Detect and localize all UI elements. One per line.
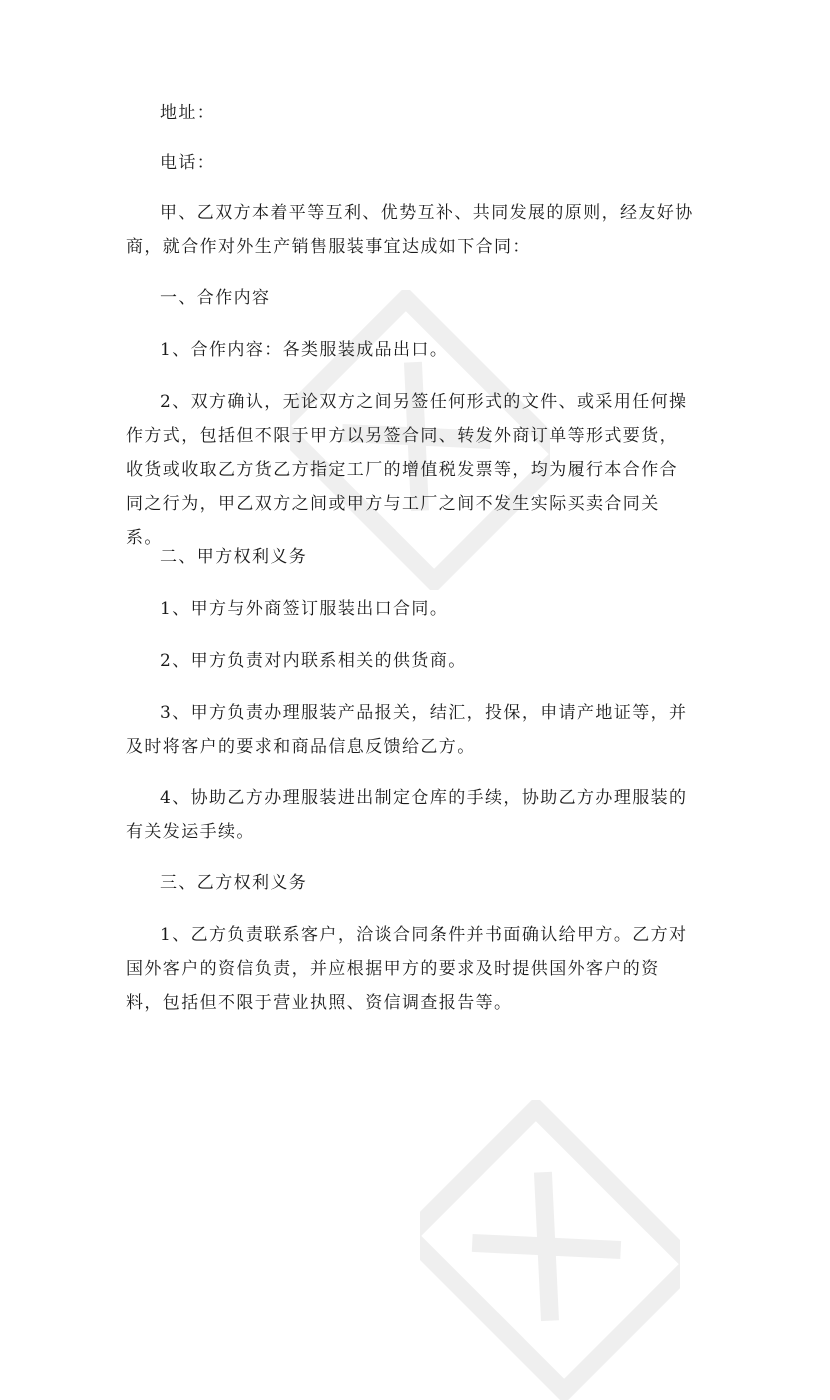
section-2-heading: 二、甲方权利义务 [160, 547, 308, 567]
section-1-heading: 一、合作内容 [160, 288, 271, 308]
phone-line: 电话： [160, 153, 216, 173]
address-line: 地址： [160, 103, 216, 123]
preamble-paragraph: 甲、乙双方本着平等互利、优势互补、共同发展的原则，经友好协商，就合作对外生产销售服装事宜达成如下合同： [126, 203, 694, 257]
section-2-item-1: 1、甲方与外商签订服装出口合同。 [160, 599, 449, 619]
section-1-item-1: 1、合作内容：各类服装成品出口。 [160, 340, 449, 360]
section-1-item-2: 2、双方确认，无论双方之间另签任何形式的文件、或采用任何操作方式，包括但不限于甲方以另签合同、转发外商订单等形式要货，收货或收取乙方货乙方指定工厂的增值税发票等，均为履行本合作合同之行为，甲乙双方之间或甲方与工厂之间不发生实际买卖合同关系。 [126, 392, 688, 548]
section-2-item-2: 2、甲方负责对内联系相关的供货商。 [160, 651, 467, 671]
section-3-item-1: 1、乙方负责联系客户，洽谈合同条件并书面确认给甲方。乙方对国外客户的资信负责，并应根据甲方的要求及时提供国外客户的资料，包括但不限于营业执照、资信调查报告等。 [126, 925, 688, 1013]
section-2-item-3: 3、甲方负责办理服装产品报关，结汇，投保，申请产地证等，并及时将客户的要求和商品信息反馈给乙方。 [126, 703, 688, 757]
watermark-logo-icon-bottom [420, 1100, 680, 1400]
section-3-heading: 三、乙方权利义务 [160, 873, 308, 893]
section-2-item-4: 4、协助乙方办理服装进出制定仓库的手续，协助乙方办理服装的有关发运手续。 [126, 788, 688, 842]
